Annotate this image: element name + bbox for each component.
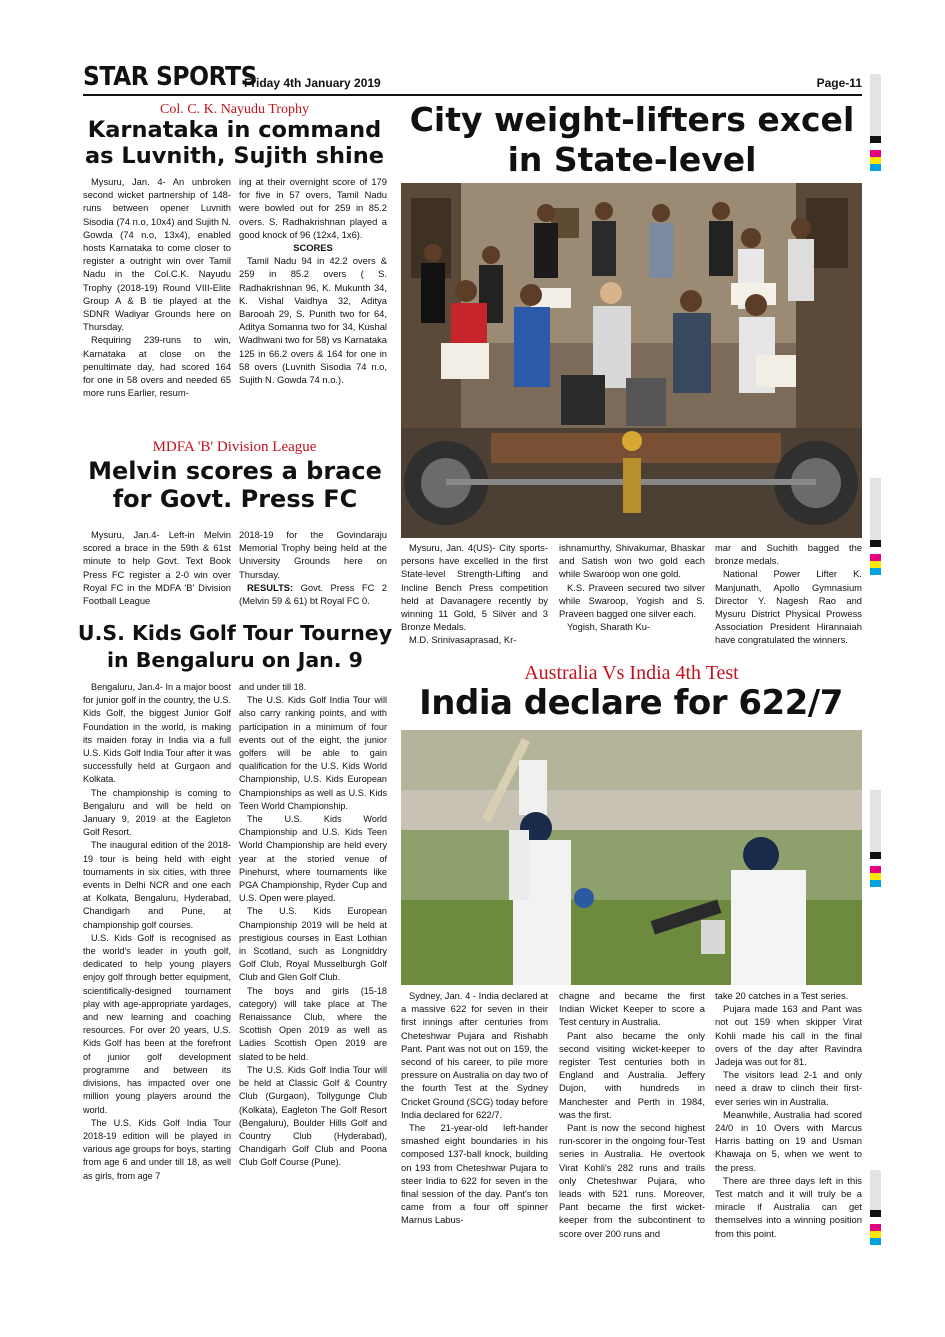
registration-marks-bottom <box>870 1170 881 1245</box>
paragraph: Sydney, Jan. 4 - India declared at a massive 622 for seven in their first innings after centuries from Cheteshwar Pujara and Rishabh Pant. Pant was not out on 159, the second of his career, to pile more pressure on Australia on day two of the fourth Test at the Sydney Cricket Ground (SCG) today before India declared for 622/7. <box>401 990 548 1120</box>
story1-column-1 <box>83 175 231 399</box>
paragraph: ishnamurthy, Shivakumar, Bhaskar and Satish won two gold each while Swaroop won one gold. <box>559 542 705 580</box>
results-line <box>239 581 387 607</box>
story3-column-2 <box>239 681 387 1170</box>
cricket-players-photo <box>401 730 862 985</box>
scores-heading: SCORES <box>293 242 333 254</box>
paragraph: and under till 18. <box>239 682 307 692</box>
paragraph: M.D. Srinivasaprasad, Kr- <box>409 634 517 646</box>
story1-headline: Karnataka in command as Luvnith, Sujith shine <box>85 117 384 169</box>
paragraph: Mysuru, Jan.4- Left-in Melvin scored a brace in the 59th & 61st minute to help Govt. Text Book Press FC register a 2-0 win over Royal FC in the MDFA 'B' Division Football League <box>83 529 231 607</box>
story2-kicker: MDFA 'B' Division League <box>152 439 317 455</box>
issue-date: Friday 4th January 2019 <box>244 76 381 90</box>
registration-marks-mid <box>870 478 881 575</box>
paragraph: ing at their overnight score of 179 for five in 57 overs, Tamil Nadu were bowled out for 259 in 85.2 overs. S. Radhakrishnan played a good knock of 96 (12x4, 1x6). <box>239 176 387 240</box>
story5-kicker: Australia Vs India 4th Test <box>524 662 739 684</box>
paragraph: There are three days left in this Test match and it will truly be a miracle if Australia can get themselves into a winning position from this point. <box>715 1174 862 1239</box>
masthead <box>83 62 862 96</box>
story1-kicker: Col. C. K. Nayudu Trophy <box>160 102 309 117</box>
scores-text: Tamil Nadu 94 in 42.2 overs & 259 in 85.2 overs ( S. Radhakrishnan 96, K. Mukunth 34, K. Vishal Vaidhya 32, Aditya Barooah 29, S. Punith two for 64, Aditya Somanna two for 34, Kushal Wadhwani two for 58) vs Karnataka 125 in 66.2 overs & 164 for one in 58 overs (Luvnith Sisodia 74 n.o, Sujith N. Gowda 74 n.o.). <box>239 255 387 386</box>
story5-headline: India declare for 622/7 <box>419 683 843 723</box>
weightlifters-group-photo <box>401 183 862 538</box>
paragraph: The U.S. Kids Golf India Tour will also carry ranking points, and with participation in a minimum of four events out of the eight, the junior golfers will be able to gain qualification for the U.S. Kids World Championship, U.S. Kids European Championships as well as U.S. Kids Teen World Championship. <box>239 695 387 811</box>
paragraph: Yogish, Sharath Ku- <box>567 621 651 633</box>
paragraph: The U.S. Kids European Championship 2019 will be held at prestigious courses in East Lothian in Scotland, such as Longniddry Golf Club, Royal Musselburgh Golf Club and Glen Golf Club. <box>239 906 387 983</box>
paragraph: chagne and became the first Indian Wicket Keeper to score a Test century in Australia. <box>559 990 705 1028</box>
paragraph: mar and Suchith bagged the bronze medals. <box>715 542 862 567</box>
story3-headline: U.S. Kids Golf Tour Tourney in Bengaluru on Jan. 9 <box>77 621 393 672</box>
paragraph: The U.S. Kids Golf India Tour 2018-19 edition will be played in various age groups for boys, starting from age 6 and under till 18, as well as girls, from age 7 <box>83 1117 231 1181</box>
paragraph: Meanwhile, Australia had scored 24/0 in 10 Overs with Marcus Harris batting on 19 and Usman Khawaja on 5, when we went to the press. <box>715 1108 862 1173</box>
paragraph: The U.S. Kids World Championship and U.S. Kids Teen World Championship are held every year at the storied venue of Pinehurst, where tournaments like PGA Championship, Ryder Cup and U.S. Open were played. <box>239 814 387 904</box>
paragraph: Pujara made 163 and Pant was not out 159 when skipper Virat Kohli made his call in the final overs of the day after Ravindra Jadeja was out for 81. <box>715 1003 862 1068</box>
paragraph: The visitors lead 2-1 and only need a draw to clinch their first-ever series win in Australia. <box>715 1069 862 1107</box>
story4-column-1 <box>401 541 548 647</box>
story2-column-1 <box>83 528 231 607</box>
story4-headline: City weight-lifters excel in State-level <box>409 100 855 179</box>
story1-column-2 <box>239 175 387 386</box>
section-title: STAR SPORTS <box>83 62 258 92</box>
story5-column-1 <box>401 989 548 1227</box>
paragraph: The U.S. Kids Golf India Tour will be held at Classic Golf & Country Club (Gurgaon), Tollygunge Club (Kolkata), Eagleton The Golf Resort (Bengaluru), Boulder Hills Golf and Country Club (Hyderabad), Chandigarh Golf Club and Poona Club Golf Course (Pune). <box>239 1064 387 1168</box>
registration-marks-lower <box>870 790 881 887</box>
story5-column-3 <box>715 989 862 1240</box>
paragraph: take 20 catches in a Test series. <box>715 990 849 1001</box>
paragraph: Mysuru, Jan. 4- An unbroken second wicket partnership of 148-runs between opener Luvnith Sisodia (74 n.o, 10x4) and Sujith N. Gowda (74 n.o, 13x4), enabled hosts Karnataka to come closer to register a outright win over Tamil Nadu in the Col.C.K. Nayudu Trophy (2018-19) Round VIII-Elite Group A & B tie played at the SDNR Wadiyar Grounds here on Thursday. <box>83 176 231 333</box>
paragraph: The 21-year-old left-hander smashed eight boundaries in his composed 137-ball knock, building on 193 from Cheteshwar Pujara to steer India to 622 for seven in the final session of the day. Pant's ton came from a four off spinner Marnus Labus- <box>401 1122 548 1226</box>
paragraph: Mysuru, Jan. 4(US)- City sports-persons have excelled in the first State-level Strength-Lifting and Incline Bench Press competition held at Davanagere recently by winning 11 Gold, 5 Silver and 3 Bronze Medals. <box>401 542 548 633</box>
paragraph: U.S. Kids Golf is recognised as the world's leader in youth golf, dedicated to help young players enjoy golf through better equipment, scientifically-designed tournament play with age-appropriate yardages, and new learning and coaching resources. For over 20 years, U.S. Kids Golf has been at the forefront of junior golf development programme and between its divisions, has impacted over one million young players around the world. <box>83 932 231 1115</box>
paragraph: National Power Lifter K. Manjunath, Apollo Gymnasium Director Y. Nagesh Rao and Mysuru District Physical Prowess Association President Hirannaiah have congratulated the winners. <box>715 568 862 646</box>
paragraph: The boys and girls (15-18 category) will take place at The Renaissance Club, where the Scottish Open 2019 as well as Ladies Scottish Open 2019 are slated to be held. <box>239 985 387 1062</box>
story2-headline: Melvin scores a brace for Govt. Press FC <box>88 457 382 513</box>
registration-marks-top <box>870 74 881 171</box>
paragraph: 2018-19 for the Govindaraju Memorial Trophy being held at the University Grounds here on Thursday. <box>239 529 387 580</box>
story5-column-2 <box>559 989 705 1240</box>
story2-column-2 <box>239 528 387 607</box>
story4-column-3 <box>715 541 862 647</box>
paragraph: The inaugural edition of the 2018-19 tour is being held with eight tournaments in six cities, with three events in Delhi NCR and one each at Kolkata, Bengaluru, Hyderabad, Chandigarh and Pune, at championship golf courses. <box>83 840 231 930</box>
paragraph: Pant also became the only second visiting wicket-keeper to register Test centuries both in England and Australia. Jeffery Dujon, with hundreds in Manchester and Perth in 1984, was the first. <box>559 1029 705 1120</box>
story3-column-1 <box>83 681 231 1183</box>
paragraph: Pant is now the second highest run-scorer in the ongoing four-Test series in Australia. He overtook Virat Kohli's 282 runs and trails only Cheteshwar Pujara, who leads with 521 runs. Moreover, Pant became the first wicket-keeper from the subcontinent to score over 200 runs and <box>559 1122 705 1239</box>
page-number: Page-11 <box>816 76 862 90</box>
paragraph: K.S. Praveen secured two silver while Swaroop, Yogish and S. Praveen bagged one silver each. <box>559 581 705 620</box>
paragraph: The championship is coming to Bengaluru and will be held on January 9, 2019 at the Eagleton Golf Resort. <box>83 787 231 838</box>
paragraph: Bengaluru, Jan.4- In a major boost for junior golf in the country, the U.S. Kids Golf, the biggest Junior Golf Foundation in the world, is making its maiden foray in India via a full U.S. Kids Golf India Tour after it was successfully held at Gurgaon and Kolkata. <box>83 682 231 785</box>
results-label: RESULTS: <box>247 581 294 593</box>
story4-column-2 <box>559 541 705 633</box>
paragraph: Requiring 239-runs to win, Karnataka at close on the penultimate day, had scored 164 for one in 58 overs and needed 65 more runs Earlier, resum- <box>83 334 231 399</box>
results-text: Govt. Press FC 2 (Melvin 59 & 61) bt Royal FC 0. <box>239 581 387 607</box>
